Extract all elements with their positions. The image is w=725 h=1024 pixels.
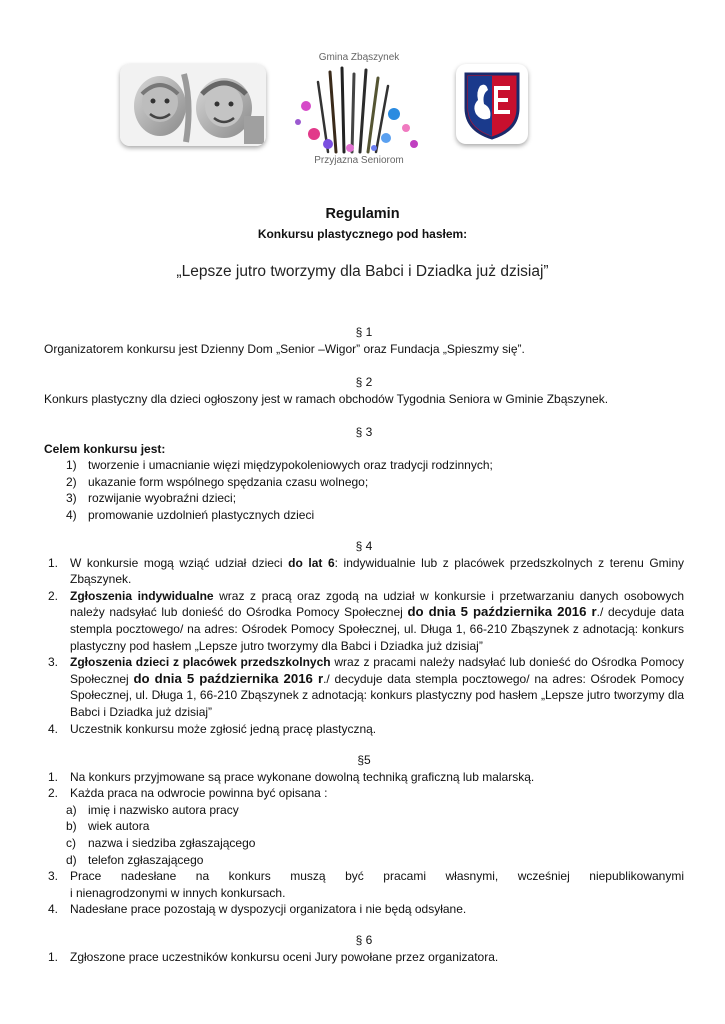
list-item: 2. Zgłoszenia indywidualne wraz z pracą oraz zgodą na udział w konkursie i przetwarzaniu danych osobowych należy nadsyłać lub donieść do Ośrodka Pomocy Społecznej do dnia 5 października 2016 r./ decyduje data stempla pocztowego/ na adres: Ośrodek Pomocy Społecznej, ul. Długa 1, 66-210 Zbąszynek z adnotacją: konkurs plastyczny pod hasłem „Lepsze jutro tworzymy dla Babci i Dziadka już dzisiaj” bbox=[48, 588, 684, 653]
brushes-icon bbox=[290, 64, 428, 156]
list-item: 1. Zgłoszone prace uczestników konkursu oceni Jury powołane przez organizatora. bbox=[48, 949, 499, 964]
list-item: 4. Uczestnik konkursu może zgłosić jedną pracę plastyczną. bbox=[48, 721, 377, 736]
list-item: 1. Na konkurs przyjmowane są prace wykonane dowolną techniką graficzną lub malarską. bbox=[48, 769, 535, 784]
section-3 bbox=[44, 424, 684, 524]
seniors-photo-image bbox=[120, 64, 266, 146]
list-item: 3. Zgłoszenia dzieci z placówek przedszkolnych wraz z pracami należy nadsyłać lub donieść do Ośrodka Pomocy Społecznej do dnia 5 października 2016 r./ decyduje data stempla pocztowego/ na adres: Ośrodek Pomocy Społecznej, ul. Długa 1, 66-210 Zbąszynek z adnotacją: konkurs plastyczny pod hasłem „Lepsze jutro tworzymy dla Babci i Dziadka już dzisiaj” bbox=[48, 655, 684, 719]
list-item: 2. Każda praca na odwrocie powinna być opisana : bbox=[48, 786, 328, 801]
list-item: 3. Prace nadesłane na konkurs muszą być pracami własnymi, wcześniej niepublikowanymi i nienagrodzonymi w innych konkursach. bbox=[48, 869, 684, 900]
contest-slogan: „Lepsze jutro tworzymy dla Babci i Dziadka już dzisiaj” bbox=[176, 263, 549, 280]
logo-bottom-text: Przyjazna Seniorom bbox=[314, 155, 404, 166]
document-title: Regulamin bbox=[325, 206, 400, 222]
section-number: § 4 bbox=[355, 539, 373, 553]
goals-list bbox=[44, 457, 684, 523]
section-1 bbox=[44, 324, 684, 357]
list-item: b) wiek autora bbox=[66, 819, 150, 834]
list-item: 4) promowanie uzdolnień plastycznych dzieci bbox=[66, 507, 315, 522]
list-item: 1. W konkursie mogą wziąć udział dzieci do lat 6: indywidualnie lub z placówek przedszkolnych z terenu Gminy Zbąszynek. bbox=[48, 555, 685, 587]
gmina-zbaszynek-logo bbox=[290, 48, 428, 172]
seniors-photo-logo bbox=[120, 64, 266, 146]
description-list bbox=[44, 802, 684, 868]
list-item: 1) tworzenie i umacnianie więzi międzypokoleniowych oraz tradycji rodzinnych; bbox=[66, 458, 493, 473]
list-item: a) imię i nazwisko autora pracy bbox=[66, 802, 239, 817]
section-number: § 1 bbox=[355, 325, 373, 339]
section-2 bbox=[44, 374, 684, 407]
coat-of-arms-icon bbox=[456, 64, 528, 144]
list-item: 2) ukazanie form wspólnego spędzania czasu wolnego; bbox=[66, 474, 369, 489]
section-6 bbox=[44, 932, 684, 965]
section-text: Konkurs plastyczny dla dzieci ogłoszony jest w ramach obchodów Tygodnia Seniora w Gminie Zbąszynek. bbox=[44, 391, 609, 406]
section-number: § 2 bbox=[355, 375, 373, 389]
list-item: d) telefon zgłaszającego bbox=[66, 852, 204, 867]
section-number: §5 bbox=[357, 753, 371, 767]
section-4 bbox=[44, 538, 684, 737]
list-item: 4. Nadesłane prace pozostają w dyspozycji organizatora i nie będą odsyłane. bbox=[48, 902, 467, 917]
section-text: Organizatorem konkursu jest Dzienny Dom „Senior –Wigor” oraz Fundacja „Spieszmy się”. bbox=[44, 341, 525, 356]
list-item: c) nazwa i siedziba zgłaszającego bbox=[66, 835, 256, 850]
document-subtitle: Konkursu plastycznego pod hasłem: bbox=[257, 227, 468, 241]
section-number: § 6 bbox=[355, 933, 373, 947]
list-item: 3) rozwijanie wyobraźni dzieci; bbox=[66, 491, 237, 506]
section-5 bbox=[44, 752, 684, 918]
section-heading: Celem konkursu jest: bbox=[44, 441, 166, 456]
logo-top-text: Gmina Zbąszynek bbox=[318, 52, 400, 63]
coat-of-arms-logo bbox=[456, 64, 528, 144]
section-number: § 3 bbox=[355, 425, 373, 439]
